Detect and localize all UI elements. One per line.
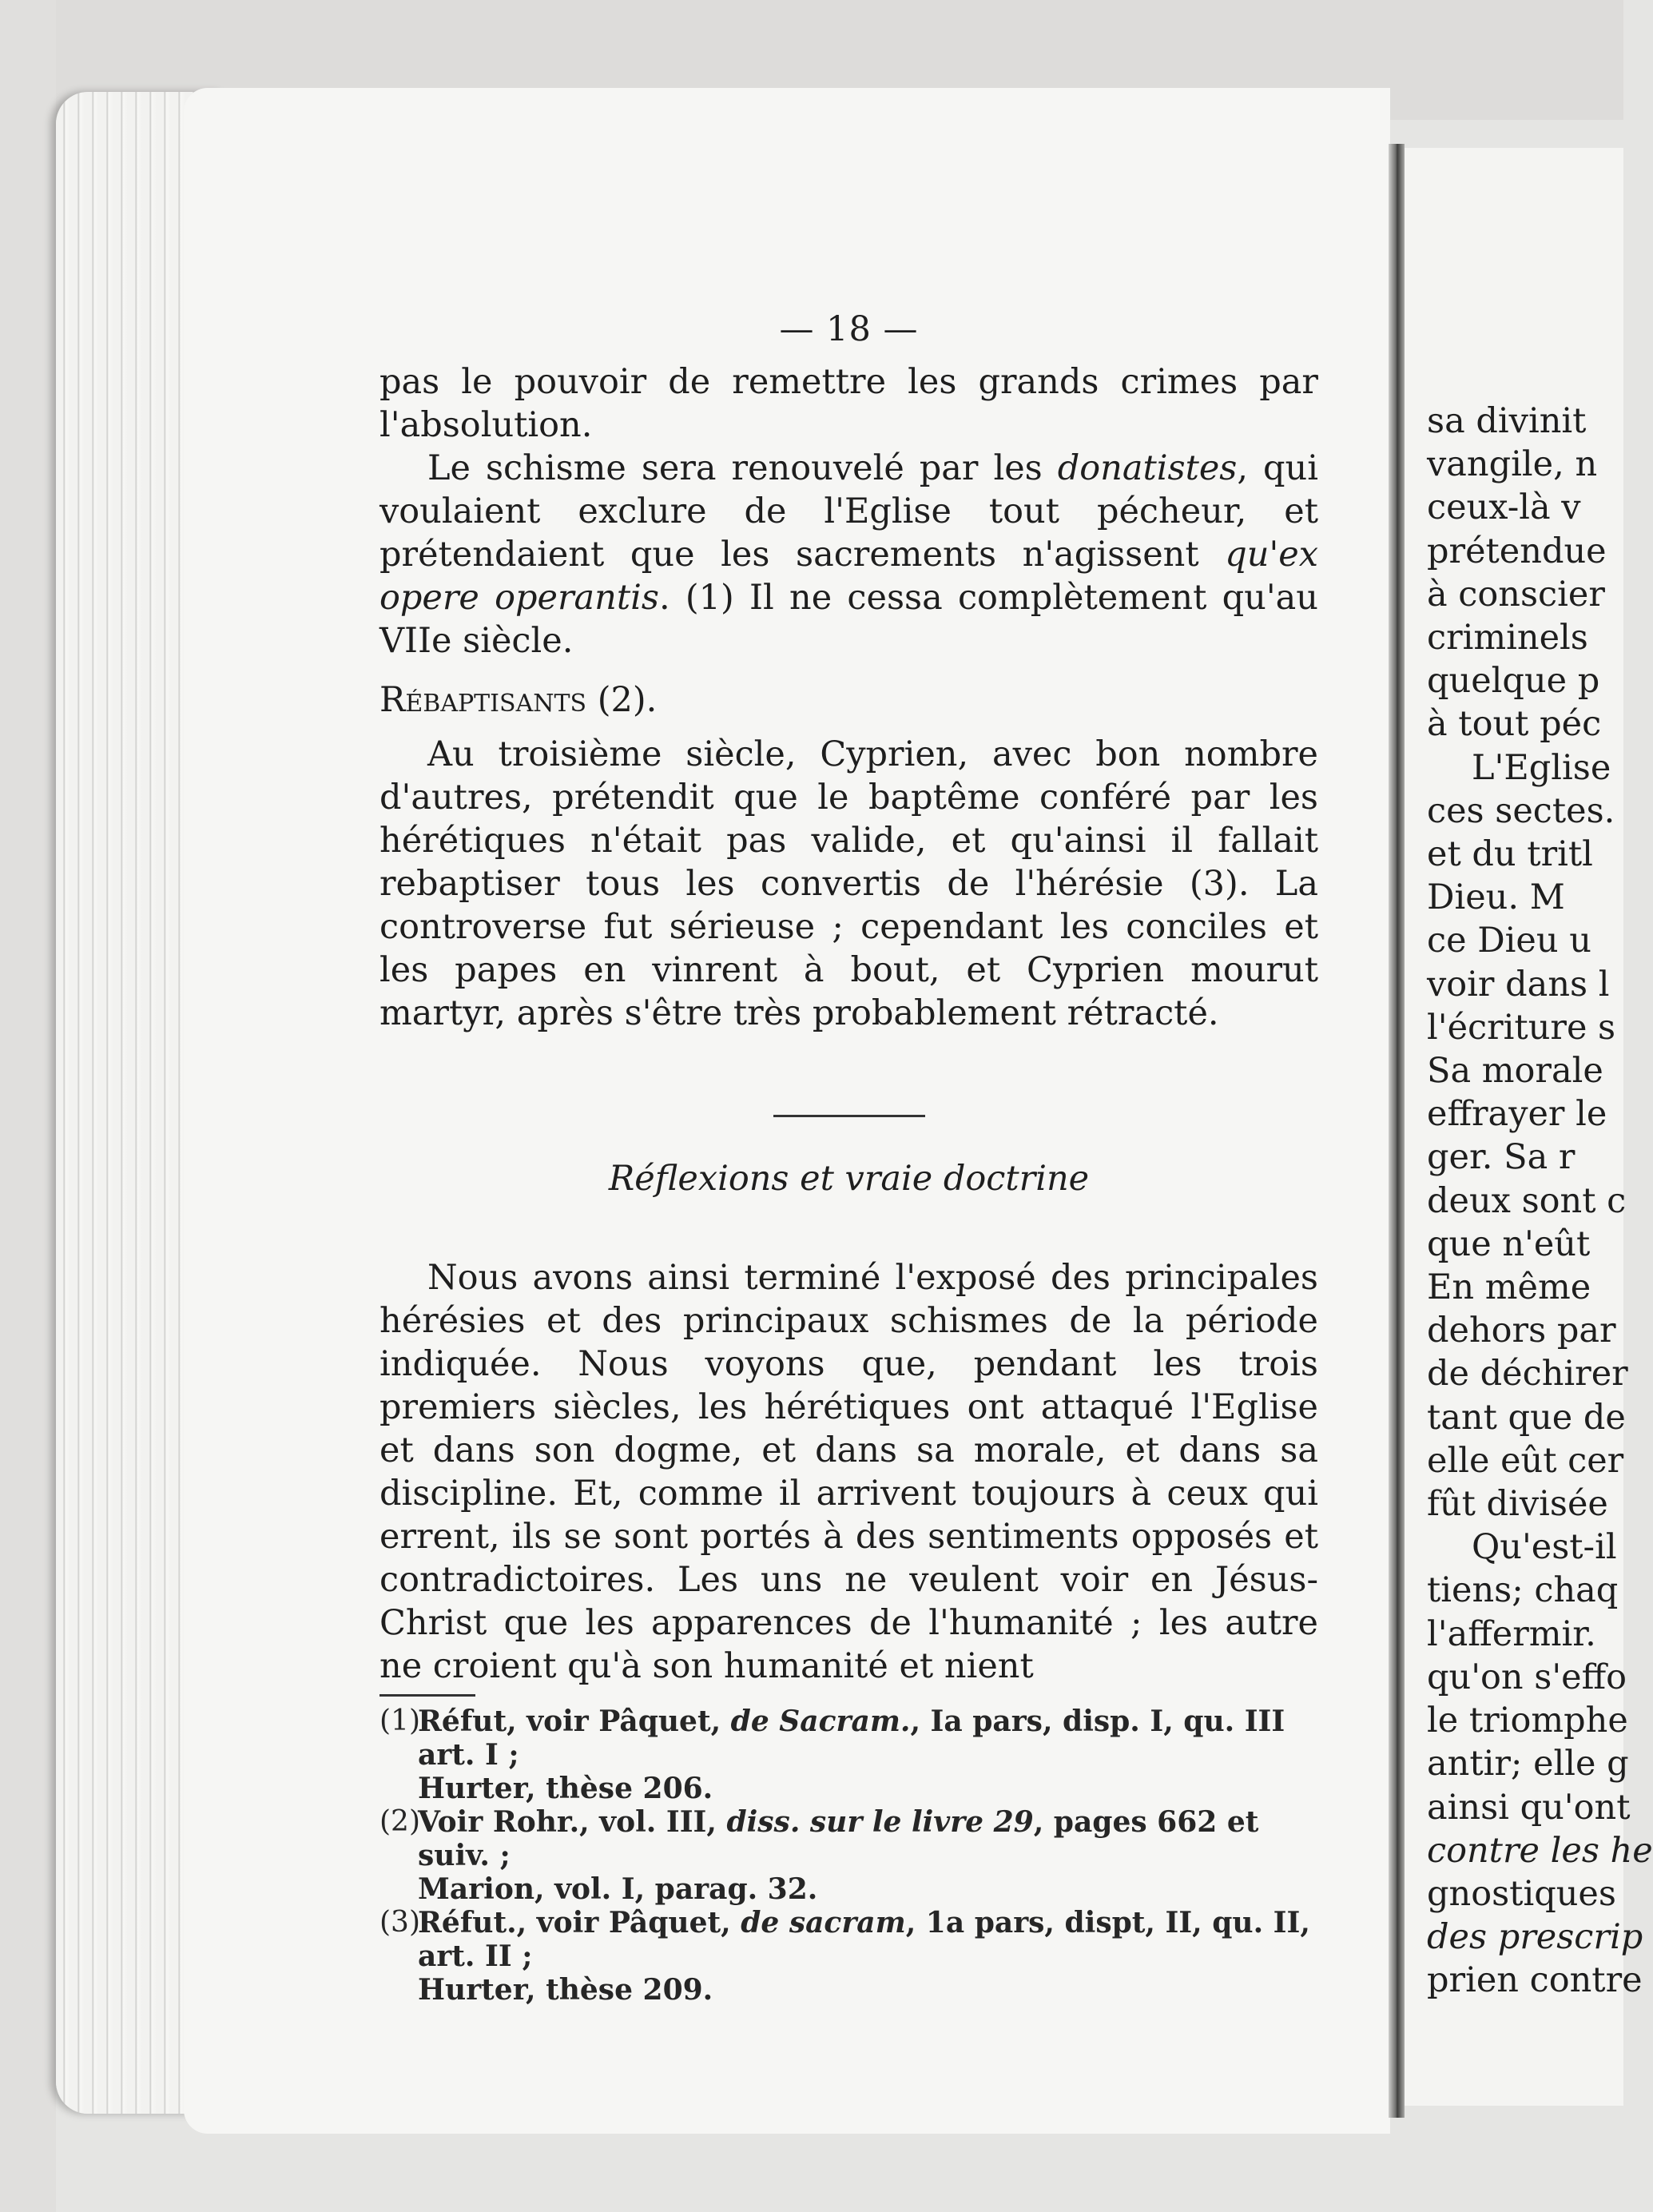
- right-page-line: qu'on s'effo: [1427, 1657, 1627, 1697]
- footnote-text: Réfut., voir Pâquet,: [418, 1906, 741, 1939]
- footnote-italic: de sacram: [741, 1906, 906, 1939]
- footnote-3: [379, 1906, 1318, 2007]
- footnote-text: Voir Rohr., vol. III,: [418, 1805, 727, 1839]
- italic-term: donatistes: [1057, 448, 1238, 488]
- right-page-line: prétendue: [1427, 531, 1607, 571]
- right-page-line: dehors par: [1427, 1311, 1616, 1351]
- right-page-line: et du tritl: [1427, 834, 1593, 875]
- footnote-line: [418, 1805, 1318, 1872]
- right-page-line: ainsi qu'ont: [1427, 1787, 1631, 1828]
- paragraph-text: Le schisme sera renouvelé par les: [427, 448, 1058, 488]
- right-page-line: effrayer le: [1427, 1094, 1607, 1135]
- right-page-line: ces sectes.: [1427, 790, 1615, 831]
- footnote-text: , 1a pars, dispt, II, qu. II, art. II ;: [418, 1906, 1310, 1973]
- right-page-line: deux sont c: [1427, 1180, 1627, 1221]
- footnote-line: Hurter, thèse 206.: [418, 1772, 713, 1805]
- footnote-body: [418, 1705, 1318, 1805]
- footnote-body: [418, 1906, 1318, 2007]
- right-page-line: l'écriture s: [1427, 1007, 1616, 1048]
- footnotes: [379, 1705, 1318, 2007]
- footnote-line: [418, 1705, 1318, 1772]
- right-page-line: Dieu. M: [1427, 877, 1565, 918]
- right-page-line: Qu'est-il: [1472, 1527, 1617, 1568]
- footnote-number: (1): [379, 1705, 420, 1737]
- right-page-line: contre les he: [1427, 1830, 1653, 1871]
- right-page-line: criminels: [1427, 618, 1588, 658]
- paragraph-reflexions: Nous avons ainsi terminé l'exposé des principales hérésies et des principaux schismes de la période indiquée. Nous voyons que, pendant les trois premiers siècles, les hérétiques ont attaqué l'Eglise et dans son dogme, et dans sa morale, et dans sa discipline. Et, comme il arrivent toujours à ceux qui errent, ils se sont portés à des sentiments opposés et contradictoires. Les uns ne veulent voir en Jésus-Christ que les apparences de l'humanité ; les autre ne croient qu'à son humanité et nient: [379, 1258, 1318, 1686]
- right-page-line: ger. Sa r: [1427, 1137, 1576, 1178]
- right-page-line: elle eût cer: [1427, 1440, 1624, 1481]
- right-page-text: [1427, 400, 1653, 2003]
- paragraph-text: , qui voulaient exclure de l'Eglise tout pécheur, et prétendaient que les sacrements n'agissent: [379, 448, 1319, 575]
- italic-term: qu'ex opere operantis: [379, 535, 1318, 618]
- right-page-line: que n'eût: [1427, 1223, 1591, 1264]
- right-page-line: ce Dieu u: [1427, 921, 1591, 961]
- right-page-line: sa divinit: [1427, 401, 1587, 441]
- right-page-line: En même: [1427, 1267, 1591, 1308]
- right-page-line: l'affermir.: [1427, 1613, 1596, 1654]
- subheading-reflexions: Réflexions et vraie doctrine: [608, 1159, 1090, 1199]
- footnote-text: , pages 662 et suiv. ;: [418, 1805, 1259, 1872]
- right-page-line: tiens; chaq: [1427, 1570, 1619, 1611]
- footnote-italic: de Sacram.: [730, 1705, 911, 1738]
- footnote-italic: diss. sur le livre 29: [726, 1805, 1034, 1839]
- footnote-text: , Ia pars, disp. I, qu. III art. I ;: [418, 1705, 1285, 1772]
- right-page-line: quelque p: [1427, 661, 1600, 702]
- paragraph-donatistes: [379, 447, 1318, 662]
- right-page-line: à conscier: [1427, 574, 1605, 615]
- right-page-line: fût divisée: [1427, 1484, 1608, 1525]
- right-page-line: Sa morale: [1427, 1051, 1603, 1092]
- right-page-line: vangile, n: [1427, 444, 1598, 485]
- section-divider: [773, 1115, 925, 1117]
- book-gutter: [1389, 144, 1405, 2118]
- footnote-text: Réfut, voir Pâquet,: [418, 1705, 731, 1738]
- footnote-line: [418, 1906, 1318, 1973]
- scan-background-left: [0, 0, 56, 2212]
- paragraph-cyprien: Au troisième siècle, Cyprien, avec bon nombre d'autres, prétendit que le baptême conféré par les hérétiques n'était pas valide, et qu'ainsi il fallait rebaptiser tous les convertis de l'hérésie (3). La controverse fut sérieuse ; cependant les conciles et les papes en vinrent à bout, et Cyprien mourut martyr, après s'être très probablement rétracté.: [379, 734, 1318, 1033]
- footnote-rule: [379, 1694, 475, 1697]
- right-page-line: gnostiques: [1427, 1873, 1616, 1914]
- section-label-rebaptisants: Rébaptisants (2).: [379, 680, 658, 720]
- right-page-line: des prescrip: [1427, 1917, 1643, 1958]
- footnote-number: (2): [379, 1805, 420, 1838]
- footnote-2: [379, 1805, 1318, 1906]
- paragraph-continuation: pas le pouvoir de remettre les grands crimes par l'absolution.: [379, 362, 1318, 445]
- right-page-line: de déchirer: [1427, 1354, 1628, 1394]
- right-page-line: prien contre: [1427, 1960, 1643, 2001]
- footnote-line: Marion, vol. I, parag. 32.: [418, 1872, 818, 1906]
- footnote-line: Hurter, thèse 209.: [418, 1973, 713, 2007]
- right-page-line: le triomphe: [1427, 1701, 1628, 1741]
- footnote-number: (3): [379, 1906, 420, 1939]
- footnote-1: [379, 1705, 1318, 1805]
- right-page-line: tant que de: [1427, 1397, 1626, 1438]
- right-page-line: voir dans l: [1427, 964, 1610, 1005]
- footnote-body: [418, 1805, 1318, 1906]
- right-page-line: à tout péc: [1427, 704, 1602, 745]
- left-page-content: [379, 308, 1318, 2007]
- right-page-line: L'Eglise: [1472, 747, 1611, 788]
- page-number: — 18 —: [779, 309, 919, 349]
- paragraph-text: . (1) Il ne cessa complètement qu'au VIIe siècle.: [379, 578, 1318, 661]
- right-page-line: ceux-là v: [1427, 487, 1581, 528]
- right-page: [1405, 148, 1653, 2106]
- right-page-line: antir; elle g: [1427, 1744, 1629, 1784]
